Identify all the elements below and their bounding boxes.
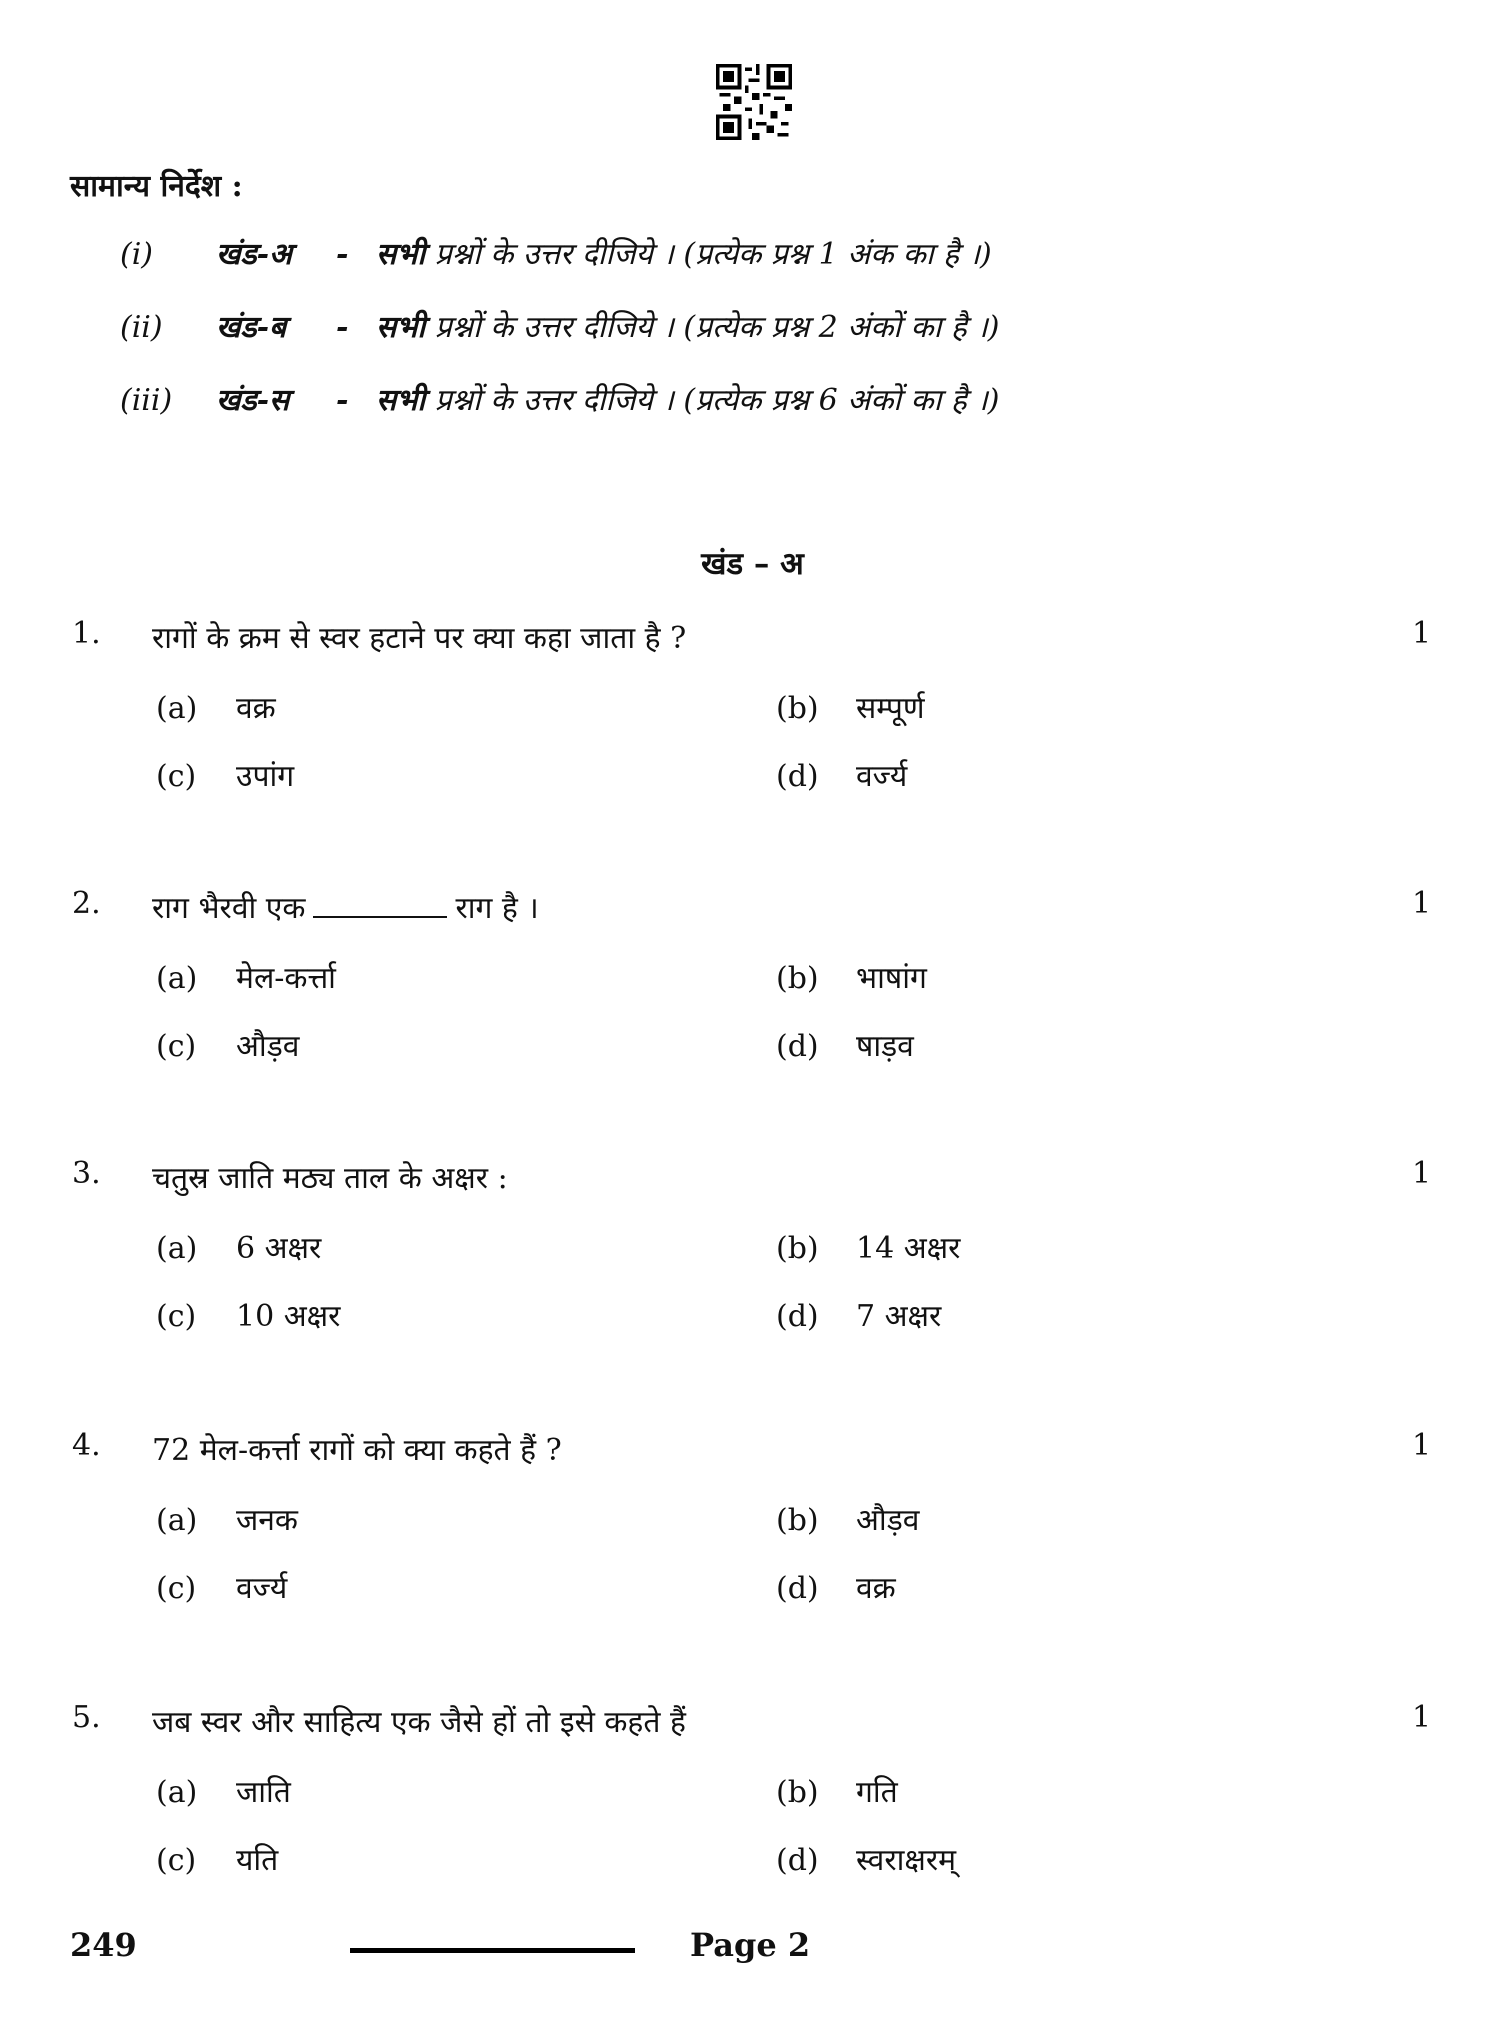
option-text: सम्पूर्ण [856, 691, 925, 726]
option-label: (c) [156, 1843, 197, 1878]
question-marks: 1 [1412, 886, 1432, 921]
option-text: वर्ज्य [236, 1571, 288, 1606]
instruction-lead: सभी [376, 310, 426, 345]
option-b [776, 1498, 919, 1539]
option-a [156, 1498, 298, 1539]
question-text [152, 886, 539, 927]
option-d [776, 1024, 914, 1065]
question-text: रागों के क्रम से स्वर हटाने पर क्या कहा जाता है ? [152, 621, 687, 656]
question-text: जब स्वर और साहित्य एक जैसे हों तो इसे कहते हैं [152, 1705, 686, 1740]
question-marks: 1 [1412, 1428, 1432, 1463]
instruction-lead: सभी [376, 383, 426, 418]
option-b [776, 956, 927, 997]
instruction-lead: सभी [376, 237, 426, 272]
option-text: भाषांग [856, 961, 927, 996]
option-label: (c) [156, 1571, 197, 1606]
option-d [776, 1566, 896, 1607]
option-label: (a) [156, 1231, 198, 1266]
option-text: मेल-कर्त्ता [236, 961, 336, 996]
option-text: 6 अक्षर [236, 1231, 322, 1266]
option-label: (d) [776, 1571, 819, 1606]
question-number: 2. [72, 886, 101, 921]
option-text: जाति [236, 1775, 291, 1810]
instruction-section: खंड-ब [216, 310, 287, 345]
question-text: 72 मेल-कर्त्ता रागों को क्या कहते हैं ? [152, 1433, 562, 1468]
option-b [776, 1770, 898, 1811]
option-label: (a) [156, 961, 198, 996]
question-text-after: राग है । [455, 891, 539, 926]
option-a [156, 1770, 291, 1811]
instruction-text: प्रश्नों के उत्तर दीजिये । (प्रत्येक प्रश्न 6 अंकों का है ।) [434, 383, 1000, 418]
paper-code: 249 [70, 1926, 137, 1964]
instruction-text: प्रश्नों के उत्तर दीजिये । (प्रत्येक प्रश्न 2 अंकों का है ।) [434, 310, 1000, 345]
option-text: 14 अक्षर [856, 1231, 961, 1266]
option-label: (b) [776, 1231, 819, 1266]
section-heading: खंड – अ [701, 546, 804, 582]
option-label: (b) [776, 1503, 819, 1538]
option-c [156, 1566, 287, 1607]
option-label: (b) [776, 691, 819, 726]
instruction-number: (iii) [120, 383, 173, 418]
option-text: उपांग [236, 759, 295, 794]
question-number: 3. [72, 1156, 101, 1191]
instruction-number: (i) [120, 237, 154, 272]
option-text: औड़व [236, 1029, 300, 1064]
instruction-number: (ii) [120, 310, 163, 345]
option-a [156, 1226, 321, 1267]
option-text: 10 अक्षर [236, 1299, 341, 1334]
option-label: (a) [156, 1503, 198, 1538]
option-label: (a) [156, 691, 198, 726]
option-d [776, 1838, 956, 1879]
option-text: वक्र [236, 691, 276, 726]
option-d [776, 1294, 941, 1335]
option-c [156, 754, 294, 795]
option-text: औड़व [856, 1503, 920, 1538]
instructions-title: सामान्य निर्देश : [70, 169, 243, 204]
option-text: स्वराक्षरम् [856, 1843, 957, 1878]
option-text: गति [856, 1775, 898, 1810]
question-marks: 1 [1412, 1700, 1432, 1735]
option-text: 7 अक्षर [856, 1299, 942, 1334]
question-number: 1. [72, 616, 101, 651]
question-marks: 1 [1412, 1156, 1432, 1191]
option-text: वक्र [856, 1571, 896, 1606]
instruction-dash: - [336, 310, 349, 345]
option-label: (d) [776, 1843, 819, 1878]
option-label: (b) [776, 961, 819, 996]
option-text: वर्ज्य [856, 759, 908, 794]
option-a [156, 686, 276, 727]
instruction-text: प्रश्नों के उत्तर दीजिये । (प्रत्येक प्रश्न 1 अंक का है ।) [434, 237, 992, 272]
option-c [156, 1294, 340, 1335]
option-label: (d) [776, 1299, 819, 1334]
instruction-section: खंड-अ [216, 237, 292, 272]
option-label: (c) [156, 1029, 197, 1064]
instruction-section: खंड-स [216, 383, 290, 418]
option-label: (b) [776, 1775, 819, 1810]
option-c [156, 1838, 278, 1879]
question-marks: 1 [1412, 616, 1432, 651]
qr-code [716, 64, 792, 140]
option-b [776, 1226, 960, 1267]
option-text: जनक [236, 1503, 298, 1538]
option-c [156, 1024, 299, 1065]
option-label: (d) [776, 1029, 819, 1064]
option-a [156, 956, 336, 997]
option-label: (d) [776, 759, 819, 794]
option-d [776, 754, 907, 795]
instruction-item [120, 232, 992, 273]
question-text-before: राग भैरवी एक [152, 891, 306, 926]
instruction-dash: - [336, 383, 349, 418]
option-text: यति [236, 1843, 279, 1878]
question-text: चतुस्र जाति मठ्य ताल के अक्षर : [152, 1161, 508, 1196]
option-label: (c) [156, 1299, 197, 1334]
option-b [776, 686, 925, 727]
page-number: Page 2 [690, 1926, 811, 1964]
question-number: 5. [72, 1700, 101, 1735]
instruction-item [120, 305, 999, 346]
option-label: (a) [156, 1775, 198, 1810]
option-text: षाड़व [856, 1029, 914, 1064]
fill-in-blank [313, 886, 447, 918]
question-number: 4. [72, 1428, 101, 1463]
instruction-dash: - [336, 237, 349, 272]
option-label: (c) [156, 759, 197, 794]
footer-rule [350, 1948, 635, 1953]
instruction-item [120, 378, 999, 419]
